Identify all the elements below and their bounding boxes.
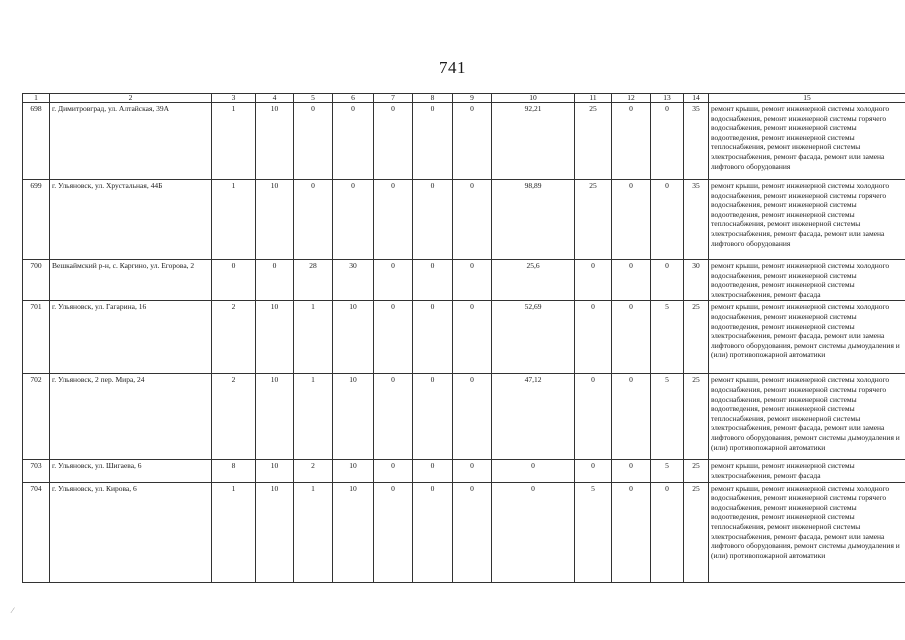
value-cell: 0 bbox=[413, 460, 453, 482]
value-cell: 1 bbox=[294, 301, 333, 374]
value-cell: 5 bbox=[575, 482, 612, 582]
value-cell: 2 bbox=[294, 460, 333, 482]
column-header: 2 bbox=[50, 94, 212, 103]
value-cell: 25 bbox=[684, 374, 709, 460]
address-cell: г. Ульяновск, ул. Шигаева, 6 bbox=[50, 460, 212, 482]
value-cell: 0 bbox=[374, 460, 413, 482]
value-cell: 0 bbox=[374, 103, 413, 180]
table-body bbox=[23, 103, 905, 583]
value-cell: 0 bbox=[453, 260, 492, 301]
column-header: 9 bbox=[453, 94, 492, 103]
value-cell: 10 bbox=[256, 301, 294, 374]
value-cell: 25,6 bbox=[492, 260, 575, 301]
value-cell: 25 bbox=[575, 180, 612, 260]
works-cell: ремонт крыши, ремонт инженерной системы холодного водоснабжения, ремонт инженерной системы водоотведения, ремонт инженерной системы электроснабжения, ремонт фасада, ремонт или замена лифтового оборудования, ремонт системы дымоудаления и (или) противопожарной автоматики bbox=[709, 301, 905, 374]
works-cell: ремонт крыши, ремонт инженерной системы электроснабжения, ремонт фасада bbox=[709, 460, 905, 482]
column-header: 11 bbox=[575, 94, 612, 103]
value-cell: 0 bbox=[256, 260, 294, 301]
value-cell: 1 bbox=[212, 180, 256, 260]
value-cell: 10 bbox=[333, 374, 374, 460]
column-header: 12 bbox=[612, 94, 651, 103]
value-cell: 10 bbox=[256, 374, 294, 460]
value-cell: 25 bbox=[575, 103, 612, 180]
value-cell: 0 bbox=[453, 460, 492, 482]
page-number: 741 bbox=[439, 58, 466, 77]
value-cell: 0 bbox=[333, 103, 374, 180]
table-row bbox=[23, 180, 905, 260]
table-row bbox=[23, 103, 905, 180]
value-cell: 0 bbox=[612, 103, 651, 180]
table-row bbox=[23, 460, 905, 482]
works-cell: ремонт крыши, ремонт инженерной системы холодного водоснабжения, ремонт инженерной системы горячего водоснабжения, ремонт инженерной системы водоотведения, ремонт инженерной системы теплоснабжения, ремонт инженерной системы электроснабжения, ремонт фасада, ремонт или замена лифтового оборудования bbox=[709, 103, 905, 180]
value-cell: 0 bbox=[374, 180, 413, 260]
value-cell: 0 bbox=[453, 482, 492, 582]
value-cell: 25 bbox=[684, 482, 709, 582]
value-cell: 10 bbox=[333, 460, 374, 482]
value-cell: 0 bbox=[374, 482, 413, 582]
value-cell: 0 bbox=[212, 260, 256, 301]
value-cell: 25 bbox=[684, 460, 709, 482]
value-cell: 1 bbox=[294, 374, 333, 460]
value-cell: 0 bbox=[651, 482, 684, 582]
address-cell: г. Ульяновск, ул. Кирова, 6 bbox=[50, 482, 212, 582]
value-cell: 0 bbox=[413, 374, 453, 460]
works-cell: ремонт крыши, ремонт инженерной системы холодного водоснабжения, ремонт инженерной системы водоотведения, ремонт инженерной системы электроснабжения, ремонт фасада bbox=[709, 260, 905, 301]
column-header: 4 bbox=[256, 94, 294, 103]
value-cell: 25 bbox=[684, 301, 709, 374]
value-cell: 10 bbox=[256, 180, 294, 260]
column-header: 6 bbox=[333, 94, 374, 103]
value-cell: 0 bbox=[575, 301, 612, 374]
value-cell: 1 bbox=[294, 482, 333, 582]
value-cell: 0 bbox=[294, 103, 333, 180]
column-header: 14 bbox=[684, 94, 709, 103]
value-cell: 10 bbox=[256, 103, 294, 180]
value-cell: 30 bbox=[684, 260, 709, 301]
value-cell: 52,69 bbox=[492, 301, 575, 374]
row-number-cell: 701 bbox=[23, 301, 50, 374]
value-cell: 10 bbox=[333, 301, 374, 374]
value-cell: 0 bbox=[612, 374, 651, 460]
value-cell: 0 bbox=[453, 103, 492, 180]
value-cell: 98,89 bbox=[492, 180, 575, 260]
column-header: 5 bbox=[294, 94, 333, 103]
row-number-cell: 698 bbox=[23, 103, 50, 180]
value-cell: 5 bbox=[651, 374, 684, 460]
value-cell: 1 bbox=[212, 103, 256, 180]
value-cell: 1 bbox=[212, 482, 256, 582]
value-cell: 0 bbox=[651, 260, 684, 301]
value-cell: 0 bbox=[453, 374, 492, 460]
value-cell: 5 bbox=[651, 460, 684, 482]
value-cell: 10 bbox=[333, 482, 374, 582]
table-row bbox=[23, 301, 905, 374]
value-cell: 10 bbox=[256, 482, 294, 582]
value-cell: 0 bbox=[413, 482, 453, 582]
value-cell: 2 bbox=[212, 301, 256, 374]
address-cell: г. Ульяновск, 2 пер. Мира, 24 bbox=[50, 374, 212, 460]
address-cell: г. Ульяновск, ул. Хрустальная, 44Б bbox=[50, 180, 212, 260]
column-header: 10 bbox=[492, 94, 575, 103]
address-cell: г. Ульяновск, ул. Гагарина, 16 bbox=[50, 301, 212, 374]
value-cell: 0 bbox=[413, 180, 453, 260]
value-cell: 0 bbox=[374, 260, 413, 301]
value-cell: 0 bbox=[612, 260, 651, 301]
value-cell: 0 bbox=[374, 301, 413, 374]
value-cell: 0 bbox=[612, 180, 651, 260]
value-cell: 0 bbox=[612, 301, 651, 374]
value-cell: 0 bbox=[651, 180, 684, 260]
column-header: 7 bbox=[374, 94, 413, 103]
value-cell: 0 bbox=[333, 180, 374, 260]
value-cell: 92,21 bbox=[492, 103, 575, 180]
value-cell: 30 bbox=[333, 260, 374, 301]
value-cell: 0 bbox=[575, 374, 612, 460]
value-cell: 0 bbox=[575, 260, 612, 301]
column-header: 13 bbox=[651, 94, 684, 103]
table-row bbox=[23, 482, 905, 582]
value-cell: 0 bbox=[374, 374, 413, 460]
column-header: 8 bbox=[413, 94, 453, 103]
column-header: 3 bbox=[212, 94, 256, 103]
value-cell: 0 bbox=[492, 482, 575, 582]
table-row bbox=[23, 260, 905, 301]
repair-table bbox=[22, 93, 905, 583]
table-row bbox=[23, 374, 905, 460]
row-number-cell: 700 bbox=[23, 260, 50, 301]
works-cell: ремонт крыши, ремонт инженерной системы холодного водоснабжения, ремонт инженерной системы горячего водоснабжения, ремонт инженерной системы водоотведения, ремонт инженерной системы теплоснабжения, ремонт инженерной системы электроснабжения, ремонт фасада, ремонт или замена лифтового оборудования bbox=[709, 180, 905, 260]
value-cell: 0 bbox=[294, 180, 333, 260]
table-header bbox=[23, 94, 905, 103]
address-cell: Вешкаймский р-н, с. Каргино, ул. Егорова, 2 bbox=[50, 260, 212, 301]
works-cell: ремонт крыши, ремонт инженерной системы холодного водоснабжения, ремонт инженерной системы горячего водоснабжения, ремонт инженерной системы водоотведения, ремонт инженерной системы теплоснабжения, ремонт инженерной системы электроснабжения, ремонт фасада, ремонт или замена лифтового оборудования, ремонт системы дымоудаления и (или) противопожарной автоматики bbox=[709, 482, 905, 582]
value-cell: 35 bbox=[684, 103, 709, 180]
value-cell: 8 bbox=[212, 460, 256, 482]
value-cell: 10 bbox=[256, 460, 294, 482]
scan-mark: ⁄ bbox=[12, 606, 14, 615]
value-cell: 47,12 bbox=[492, 374, 575, 460]
value-cell: 0 bbox=[413, 301, 453, 374]
value-cell: 0 bbox=[575, 460, 612, 482]
value-cell: 0 bbox=[651, 103, 684, 180]
row-number-cell: 703 bbox=[23, 460, 50, 482]
value-cell: 0 bbox=[612, 482, 651, 582]
column-header: 15 bbox=[709, 94, 905, 103]
address-cell: г. Димитровград, ул. Алтайская, 39А bbox=[50, 103, 212, 180]
value-cell: 28 bbox=[294, 260, 333, 301]
value-cell: 35 bbox=[684, 180, 709, 260]
value-cell: 5 bbox=[651, 301, 684, 374]
row-number-cell: 702 bbox=[23, 374, 50, 460]
value-cell: 0 bbox=[453, 180, 492, 260]
row-number-cell: 704 bbox=[23, 482, 50, 582]
column-header: 1 bbox=[23, 94, 50, 103]
value-cell: 0 bbox=[413, 260, 453, 301]
row-number-cell: 699 bbox=[23, 180, 50, 260]
value-cell: 0 bbox=[612, 460, 651, 482]
works-cell: ремонт крыши, ремонт инженерной системы холодного водоснабжения, ремонт инженерной системы горячего водоснабжения, ремонт инженерной системы водоотведения, ремонт инженерной системы теплоснабжения, ремонт инженерной системы электроснабжения, ремонт фасада, ремонт или замена лифтового оборудования, ремонт системы дымоудаления и (или) противопожарной автоматики bbox=[709, 374, 905, 460]
value-cell: 0 bbox=[413, 103, 453, 180]
value-cell: 0 bbox=[453, 301, 492, 374]
value-cell: 2 bbox=[212, 374, 256, 460]
value-cell: 0 bbox=[492, 460, 575, 482]
